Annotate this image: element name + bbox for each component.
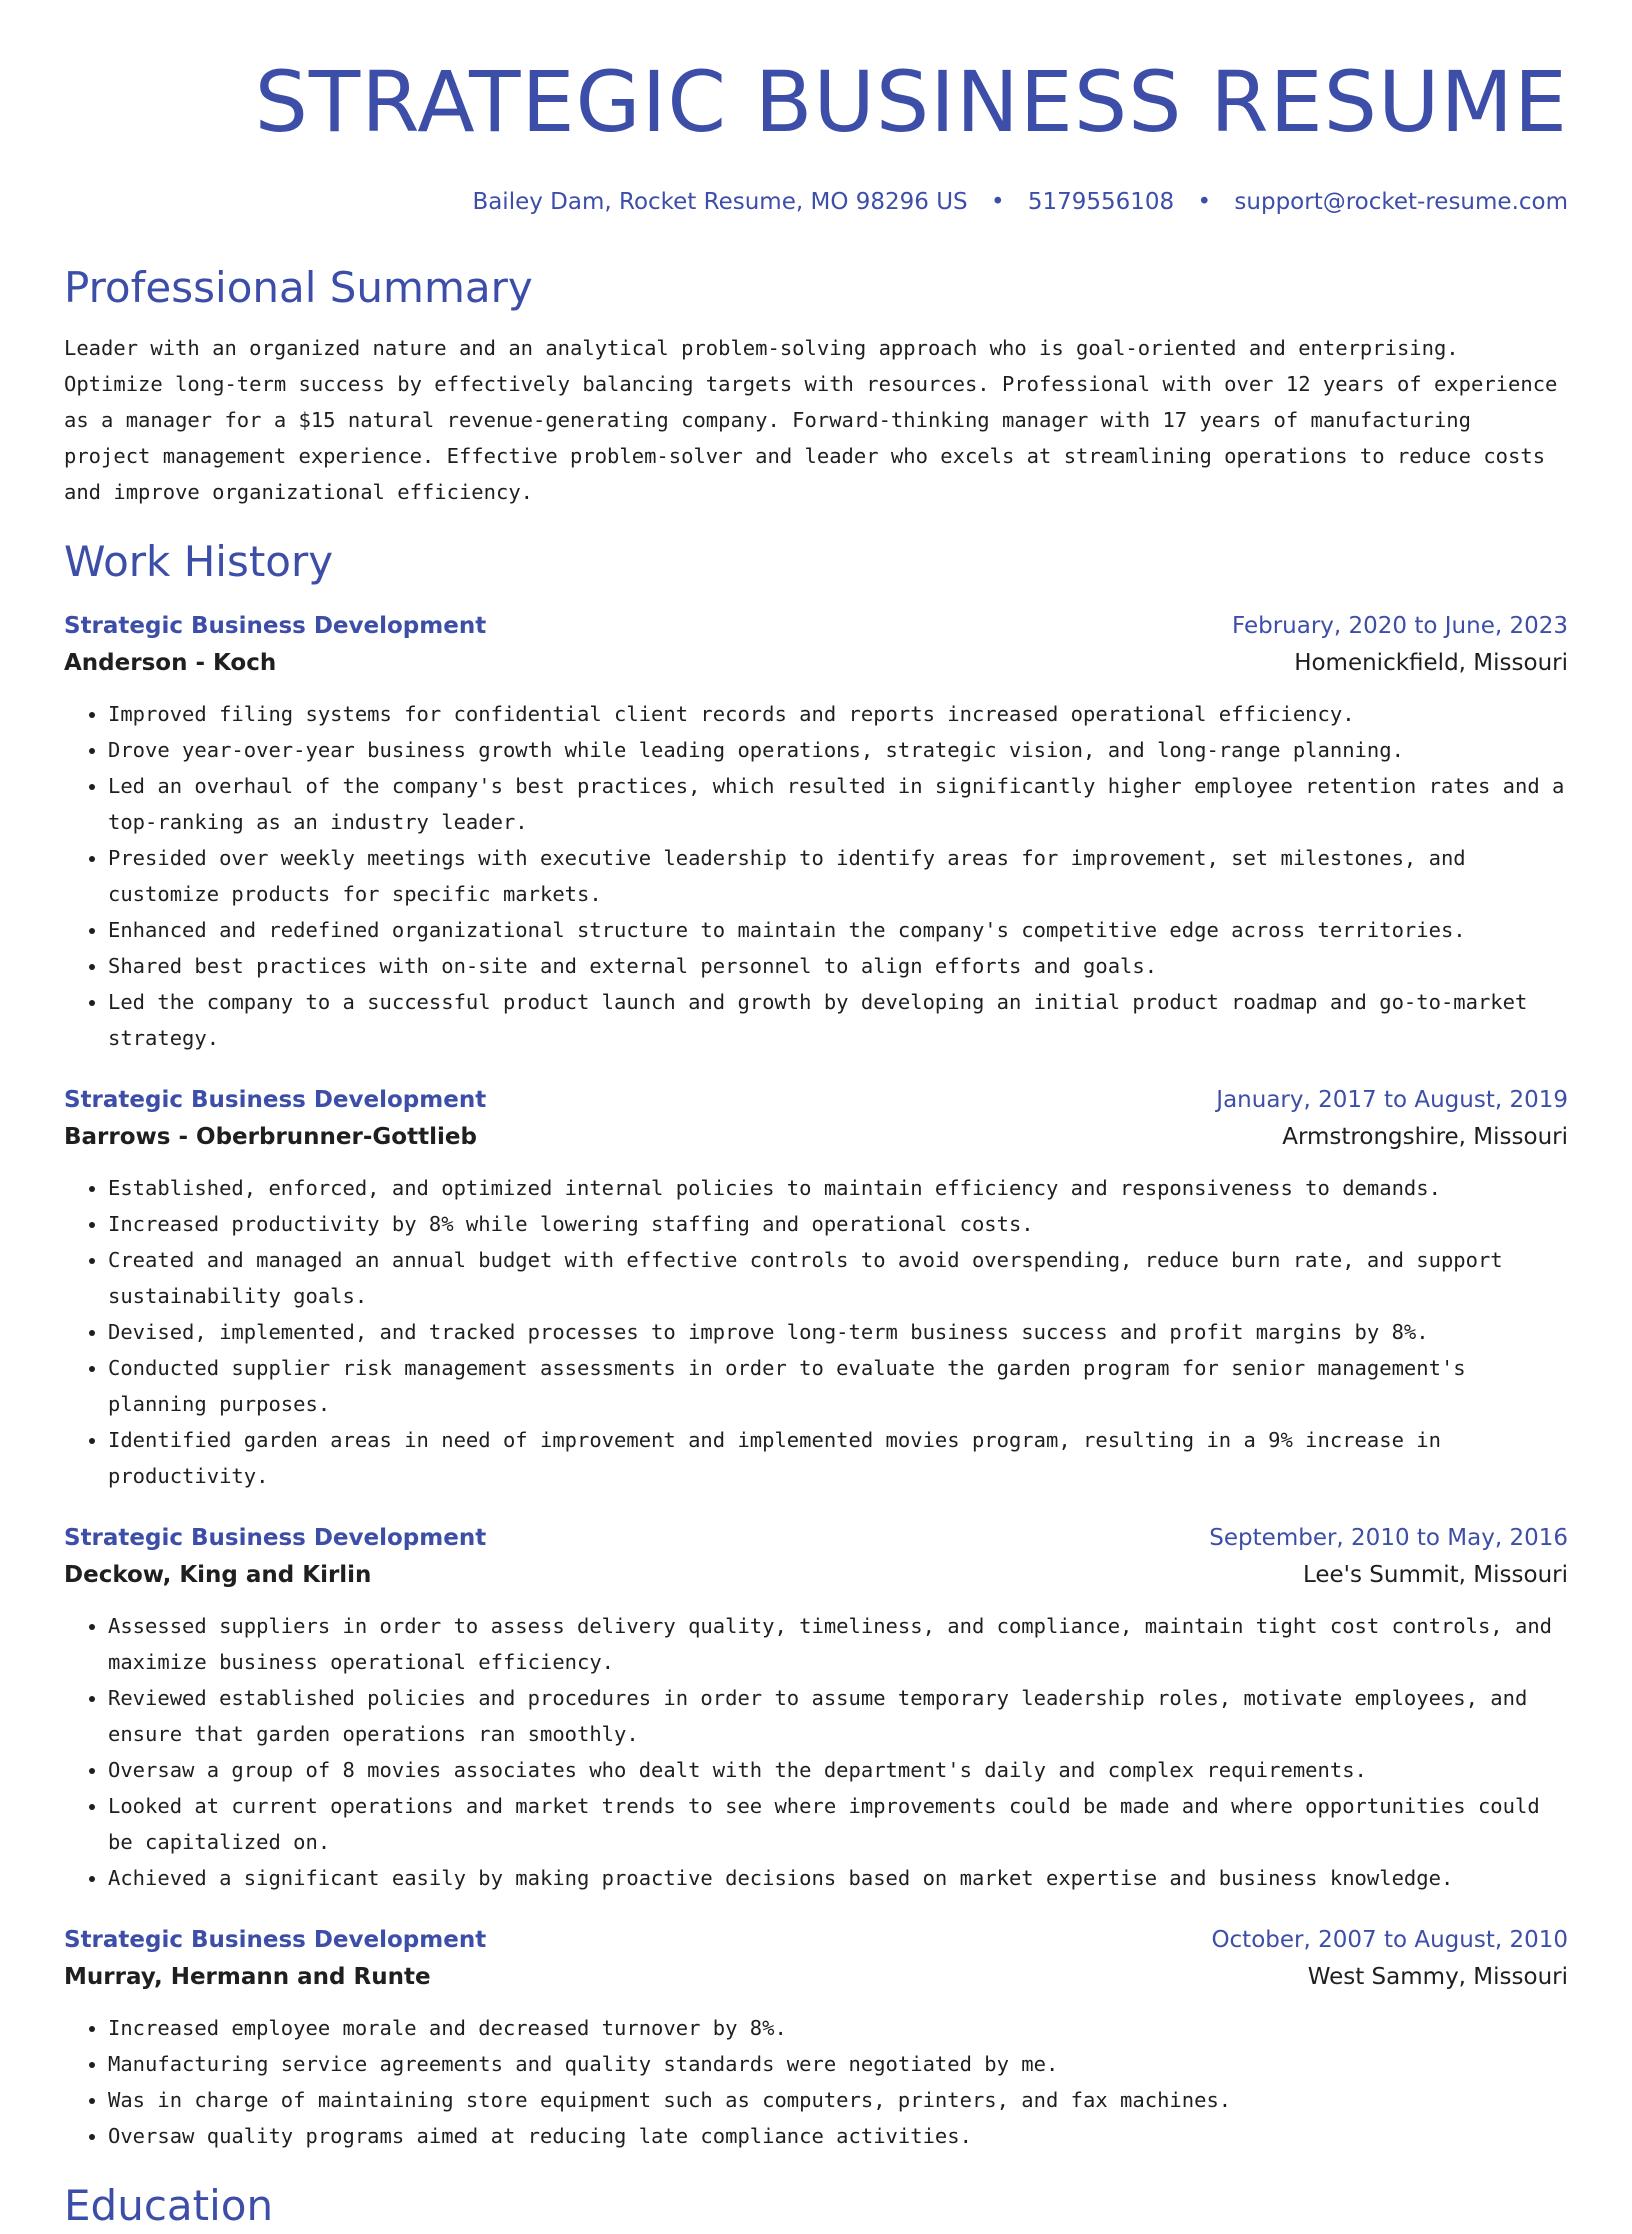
job-location: Homenickfield, Missouri <box>1294 650 1568 676</box>
job-bullet: • Achieved a significant easily by making proactive decisions based on market expertise and business knowledge. <box>108 1860 1568 1896</box>
job-company-row <box>64 1958 1568 1996</box>
contact-phone: 5179556108 <box>1027 189 1175 215</box>
job-location: Armstrongshire, Missouri <box>1282 1124 1568 1150</box>
job-bullet: • Was in charge of maintaining store equipment such as computers, printers, and fax machines. <box>108 2082 1568 2118</box>
job-role: Strategic Business Development <box>64 1087 487 1113</box>
education-heading: Education <box>64 2181 274 2230</box>
job-bullet: • Looked at current operations and market trends to see where improvements could be made and where opportunities could be capitalized on. <box>108 1788 1568 1860</box>
job-entry <box>64 1520 1568 1896</box>
job-dates: February, 2020 to June, 2023 <box>1231 613 1568 639</box>
job-title-row <box>64 1520 1568 1556</box>
job-bullet: • Reviewed established policies and procedures in order to assume temporary leadership roles, motivate employees, and ensure that garden operations ran smoothly. <box>108 1680 1568 1752</box>
job-bullet: • Led the company to a successful product launch and growth by developing an initial product roadmap and go-to-market strategy. <box>108 984 1568 1056</box>
job-location: Lee's Summit, Missouri <box>1302 1562 1568 1588</box>
job-bullet: • Created and managed an annual budget with effective controls to avoid overspending, reduce burn rate, and support sustainability goals. <box>108 1242 1568 1314</box>
contact-separator: • <box>990 189 1005 215</box>
job-bullet: • Led an overhaul of the company's best practices, which resulted in significantly higher employee retention rates and a top-ranking as an industry leader. <box>108 768 1568 840</box>
job-bullet: • Manufacturing service agreements and quality standards were negotiated by me. <box>108 2046 1568 2082</box>
job-bullet: • Increased productivity by 8% while lowering staffing and operational costs. <box>108 1206 1568 1242</box>
job-bullet-list <box>64 696 1568 1056</box>
job-title-row <box>64 1082 1568 1118</box>
job-company: Deckow, King and Kirlin <box>64 1562 372 1588</box>
job-role: Strategic Business Development <box>64 613 487 639</box>
job-bullet-list <box>64 1170 1568 1494</box>
job-company-row <box>64 1556 1568 1594</box>
job-bullet: • Presided over weekly meetings with executive leadership to identify areas for improvement, set milestones, and customize products for specific markets. <box>108 840 1568 912</box>
job-dates: September, 2010 to May, 2016 <box>1209 1525 1568 1551</box>
job-list <box>64 608 1568 2154</box>
job-company: Murray, Hermann and Runte <box>64 1964 431 1990</box>
job-bullet: • Assessed suppliers in order to assess delivery quality, timeliness, and compliance, maintain tight cost controls, and maximize business operational efficiency. <box>108 1608 1568 1680</box>
job-bullet: • Devised, implemented, and tracked processes to improve long-term business success and profit margins by 8%. <box>108 1314 1568 1350</box>
contact-address: Bailey Dam, Rocket Resume, MO 98296 US <box>472 189 968 215</box>
job-company: Barrows - Oberbrunner-Gottlieb <box>64 1124 477 1150</box>
job-title-row <box>64 1922 1568 1958</box>
job-entry <box>64 1082 1568 1494</box>
job-bullet: • Identified garden areas in need of improvement and implemented movies program, resulting in a 9% increase in productivity. <box>108 1422 1568 1494</box>
job-location: West Sammy, Missouri <box>1307 1964 1568 1990</box>
job-bullet: • Oversaw a group of 8 movies associates who dealt with the department's daily and complex requirements. <box>108 1752 1568 1788</box>
job-bullet: • Established, enforced, and optimized internal policies to maintain efficiency and responsiveness to demands. <box>108 1170 1568 1206</box>
job-bullet-list <box>64 1608 1568 1896</box>
job-bullet: • Conducted supplier risk management assessments in order to evaluate the garden program for senior management's planning purposes. <box>108 1350 1568 1422</box>
resume-title: STRATEGIC BUSINESS RESUME <box>254 53 1568 151</box>
job-bullet: • Enhanced and redefined organizational structure to maintain the company's competitive edge across territories. <box>108 912 1568 948</box>
job-bullet: • Shared best practices with on-site and external personnel to align efforts and goals. <box>108 948 1568 984</box>
job-dates: October, 2007 to August, 2010 <box>1211 1927 1568 1953</box>
job-entry <box>64 1922 1568 2154</box>
summary-heading: Professional Summary <box>64 263 533 312</box>
contact-line <box>64 186 1568 218</box>
job-title-row <box>64 608 1568 644</box>
job-company-row <box>64 644 1568 682</box>
job-role: Strategic Business Development <box>64 1525 487 1551</box>
job-company-row <box>64 1118 1568 1156</box>
job-company: Anderson - Koch <box>64 650 277 676</box>
job-bullet: • Improved filing systems for confidential client records and reports increased operational efficiency. <box>108 696 1568 732</box>
job-bullet: • Increased employee morale and decreased turnover by 8%. <box>108 2010 1568 2046</box>
job-bullet: • Oversaw quality programs aimed at reducing late compliance activities. <box>108 2118 1568 2154</box>
work-history-heading: Work History <box>64 537 334 586</box>
contact-email: support@rocket-resume.com <box>1234 189 1568 215</box>
job-entry <box>64 608 1568 1056</box>
contact-separator: • <box>1197 189 1212 215</box>
resume-header <box>64 0 1568 218</box>
job-bullet-list <box>64 2010 1568 2154</box>
job-dates: January, 2017 to August, 2019 <box>1216 1087 1568 1113</box>
summary-text: Leader with an organized nature and an analytical problem-solving approach who is goal-oriented and enterprising. Optimize long-term success by effectively balancing targets with resources. Professional with over 12 years of experience as a manager for a $15 natural revenue-generating company. Forward-thinking manager with 17 years of manufacturing project management experience. Effective problem-solver and leader who excels at streamlining operations to reduce costs and improve organizational efficiency. <box>64 336 1558 504</box>
job-bullet: • Drove year-over-year business growth while leading operations, strategic vision, and long-range planning. <box>108 732 1568 768</box>
job-role: Strategic Business Development <box>64 1927 487 1953</box>
